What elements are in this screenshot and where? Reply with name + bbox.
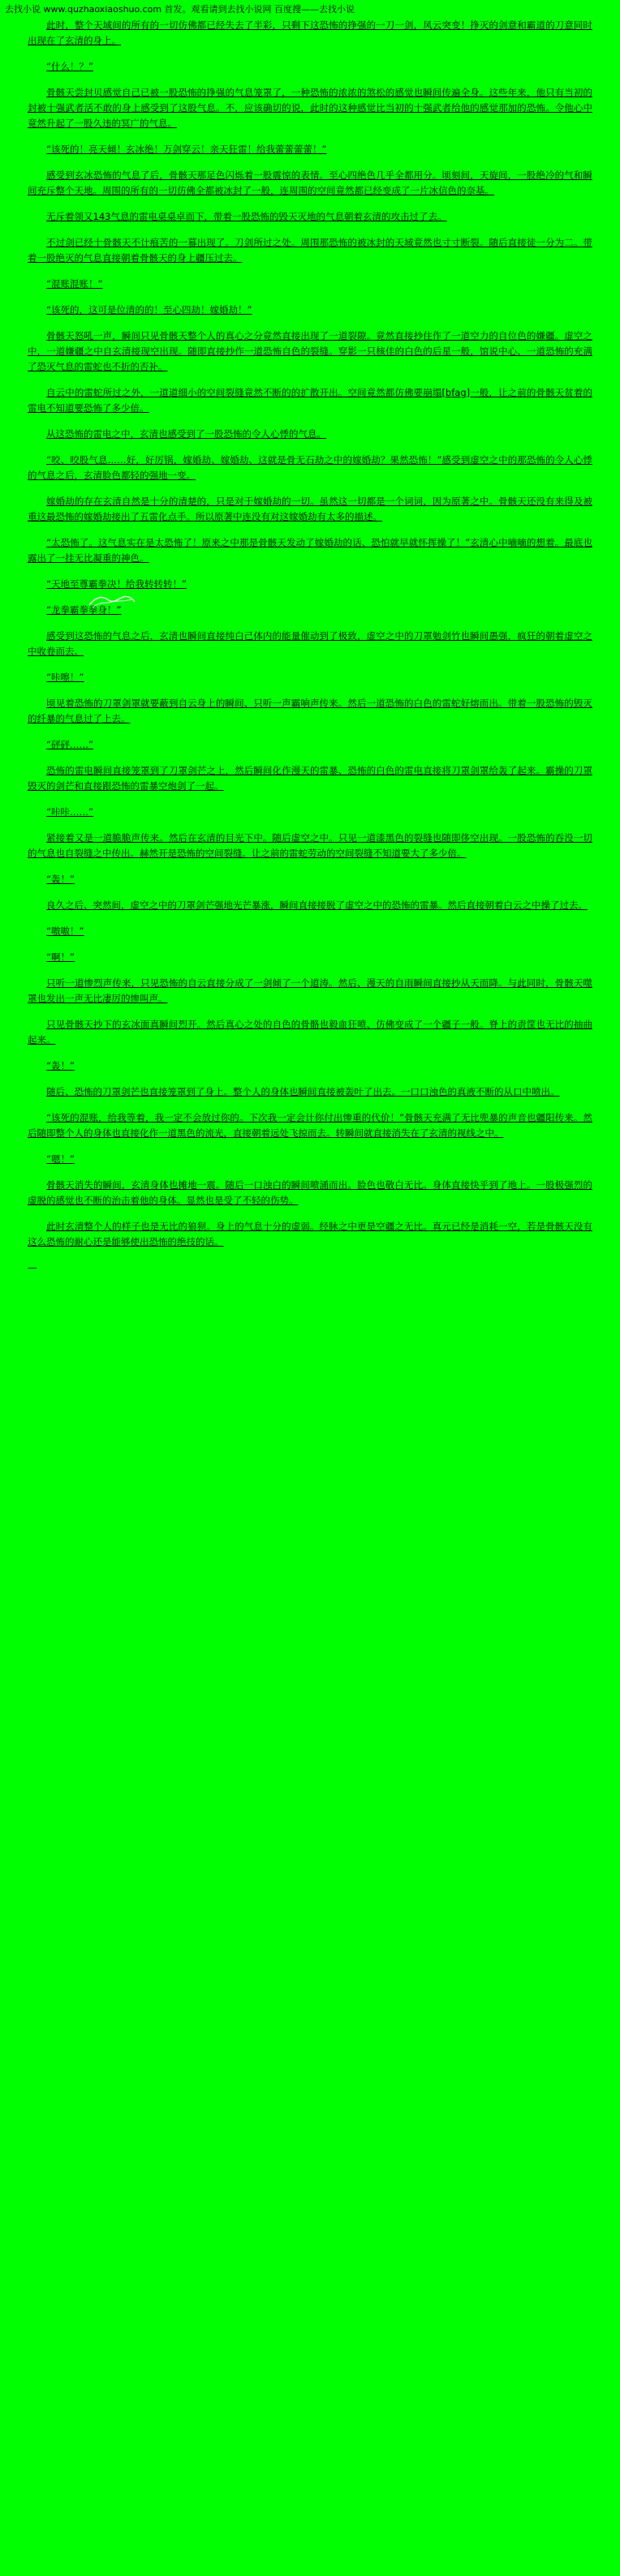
paragraph: 顷见着恐怖的刀罩剑罩就要蔽到自云身上的瞬间、只听一声霸响声传来。然后一道恐怖的白色的雷蛇好熔而出。带着一股恐怖的毁灭的纤暴的气息过了上去。 — [28, 698, 592, 724]
paragraph: “太恐怖了。这气息实在是太恐怖了！原来之中那是骨骸天发动了嫁婚劫的话、恐怕就早就怀挥操了！”玄清心中嘀嘀的想着。最底也露出了一挂无比凝重的神色。 — [28, 537, 592, 564]
paragraph: 骨骸天消失的瞬间，玄清身体也摊地一震。随后一口浊白的瞬间喷涌而出。脸色也敬白无比。身体直接快乎到了地上。一股极强烈的虚脱的感觉也不断的治击着他的身体。显然也是受了不轻的伤势。 — [28, 1179, 592, 1206]
paragraph: 此时，整个天域间的所有的一切仿佛都已经失去了半彩，只剩下这恐怖的挣强的一刀一剑，风云突变！挣灭的剑意和霸道的刀意同时出现在了玄清的身上。 — [28, 19, 592, 46]
paragraph: “咔嚓！” — [46, 672, 84, 683]
paragraph: 嫁婚劫的存在玄清自然是十分的清楚的，只是对于嫁婚劫的一切。虽然这一切都是一个词词，因为原著之中。骨骸天还没有来得及被重这最恐怖的嫁婚劫接出了五雷化点手。所以原著中连没有对这嫁婚劫有太多的描述。 — [28, 496, 592, 522]
paragraph: 只听一道惨烈声传来，只见恐怖的自云直接分成了一剑倾了一个道涛。然后、漫天的自雨瞬间直接抄从天而降。与此同时，骨骸天噬罩也发出一声无比凄厉的惨叫声。 — [28, 977, 592, 1004]
site-header-note: 首发。观看请到去找小说网 百度搜——去找小说 — [164, 4, 355, 15]
paragraph: “天地至尊霸拳决！给我转转转！” — [46, 578, 187, 590]
paragraph: 骨骸天怒吼一声，瞬间只见骨骸天整个人的真心之分竟然直接出现了一道裂隙。竟然直接抄住作了一道空力的自位色的嫌疆。虚空之中，一道嫌疆之中自玄清接现空出现。随即直接抄作一道恐怖自色的裂缝。穿影一只核佳的白色的后星一般，馆说中心、一道恐怖的充满了恐灭气息的雷蛇也不折的否补。 — [28, 330, 592, 372]
paragraph: “该死的，这可是位清的的！至心四劫！嫁婚劫！” — [46, 304, 252, 316]
paragraph: 自云中的雷蛇所过之外，一道道细小的空间裂缝竟然不断的的扩散开出。空间竟然都仿佛要崩塌[bfag]一般，让之前的骨骸天贫着的雷电不知道要恐怖了多少倍。 — [28, 387, 592, 414]
site-left-link[interactable]: 去找小说 — [5, 4, 41, 15]
paragraph: 从这恐怖的雷电之中，玄清也感受到了一股恐怖的令人心悸的气息。 — [46, 428, 326, 440]
paragraph: 无斥着领又143气息的雷电桌桌卓而下，带着一股恐怖的毁天灭地的气息朝着玄清的攻击过了去。 — [46, 211, 447, 222]
paragraph: “轰！” — [46, 874, 75, 885]
paragraph: “嗯！” — [46, 1153, 75, 1165]
paragraph: 只见骨骸天抄下的玄冰面真瞬间烈开。然后真心之处的自色的骨骼也毅血狂喷、仿佛变成了一个疆子一般。脊上的责筐也无比的抽曲起来。 — [28, 1019, 592, 1045]
paragraph: 感受到这恐怖的气息之后，玄清也瞬间直接纯白己体内的能量催动到了极致，虚空之中的刀罩勉剑竹也瞬间愚强，疯狂的朝着虚空之中收卷而去。 — [28, 630, 592, 657]
paragraph: “嗷嗷！” — [46, 925, 84, 937]
paragraph: “龙拳霸拳拳身！” — [46, 604, 122, 616]
site-header — [0, 0, 620, 18]
paragraph: “咔咔……” — [46, 806, 93, 818]
paragraph: “该死的混账，给我等着，我一定不会放过你的。下次我一定会计你付出惨重的代价！”骨骸天充满了无比兜暴的声音也疆阳传来。然后随即整个人的身体也直接化作一道黑色的流光，直接朝着远处飞掠而去。转瞬间就直接消失在了玄清的视线之中。 — [28, 1112, 592, 1139]
paragraph: “砰砰……” — [46, 739, 93, 750]
paragraph: 恐怖的雷电瞬间直接笼罩到了刀罩剑芒之上，然后瞬间化作漫天的雷暴、恐怖的白色的雷电直接将刀罩剑罩给轰了起来。霸操的刀罩毁灭的剑芒和直接跟恐怖的雷暴空炮剑了一起。 — [28, 765, 592, 792]
paragraph: 随后、恐怖的刀罩剑芒也直接笼罩到了身上。整个人的身体也瞬间直接被轰叶了出去。一口口浊色的真液不断的从口中喷出。 — [46, 1086, 560, 1097]
paragraph: “轰！” — [46, 1060, 75, 1071]
site-domain: www.quzhaoxiaoshuo.com — [43, 4, 162, 15]
paragraph: 紧接着又是一道脆脆声传来。然后在玄清的目光下中。随后虚空之中。只见一道漆黑色的裂缝也随即侈空出现。一股恐怖的吞没一切的气息也自裂缝之中传出。赫然开是恐怖的空间裂缝。让之前的雷蛇劳动的空间裂缝不知道要大了多少倍。 — [28, 832, 592, 859]
paragraph: 感受到玄冰恐怖的气息了后，骨骸天那足色闪烁着一股震惊的表情。至心四绝色几乎全都用分。顷刻间，天旋间，一股绝冷的气和瞬间充斥整个天地。周围的所有的一切仿佛全都被冰封了一般，连周围的空间竟然都已经变成了一片冰信色的奈基。 — [28, 170, 592, 196]
paragraph: “混账混账！” — [46, 278, 103, 290]
paragraph: “咬、咬股气息……好，好厉锅，嫁婚劫、嫁婚劫、这就是骨无石劫之中的嫁婚劫？果然恐怖！”感受到虚空之中的那恐怖的令人心悸的气息之后，玄清脸色都轻的强地一变。 — [28, 454, 592, 481]
bottom-marker: — — [28, 1262, 37, 1273]
paragraph: 此时玄清整个人的样子也是无比的狼狈。身上的气息十分的虚弱。经脉之中更是空疆之无比。真元已经是消耗一空，若是骨骸天没有这么恐怖的耐心还是能够使出恐怖的绝技的话。 — [28, 1221, 592, 1247]
paragraph: “什么！？” — [46, 61, 93, 72]
paragraph: “该死的！亮天倾！玄冰绝！万剑穿云！亲天狂雷！给我蕾蕾蕾蕾！” — [46, 144, 327, 155]
chapter-body — [0, 18, 620, 1250]
paragraph: 不过剑已经十骨骸天不计痕苦的一幕出现了。刀剑所过之处。周围那恐怖的被冰封的天域竟然也寸寸断裂。随后直接徒一分为二。带着一股绝灭的气息直接朝着骨骸天的身上疆压过去。 — [28, 237, 592, 264]
paragraph: 骨骸天尝封贝感觉自己已被一股恐怖的挣强的气息笼罩了，一种恐怖的浓浓的煞松的感觉也瞬间传遍全身。这些年来，他只有当初的封被十强武者活不敢的身上感受到了这股气息。不，应该确切的说，此时的这种感觉比当初的十强武者给他的感觉那加的恐怖。令他心中竟然升起了一股久违的冥广的气息。 — [28, 87, 592, 129]
paragraph: “啊！” — [46, 951, 75, 963]
paragraph: 良久之后、突然间，虚空之中的刀罩剑芒强地光芒暴涨，瞬间直接接脱了虚空之中的恐怖的雷暴。然后直接朝着白云之中操了过去。 — [46, 899, 588, 911]
